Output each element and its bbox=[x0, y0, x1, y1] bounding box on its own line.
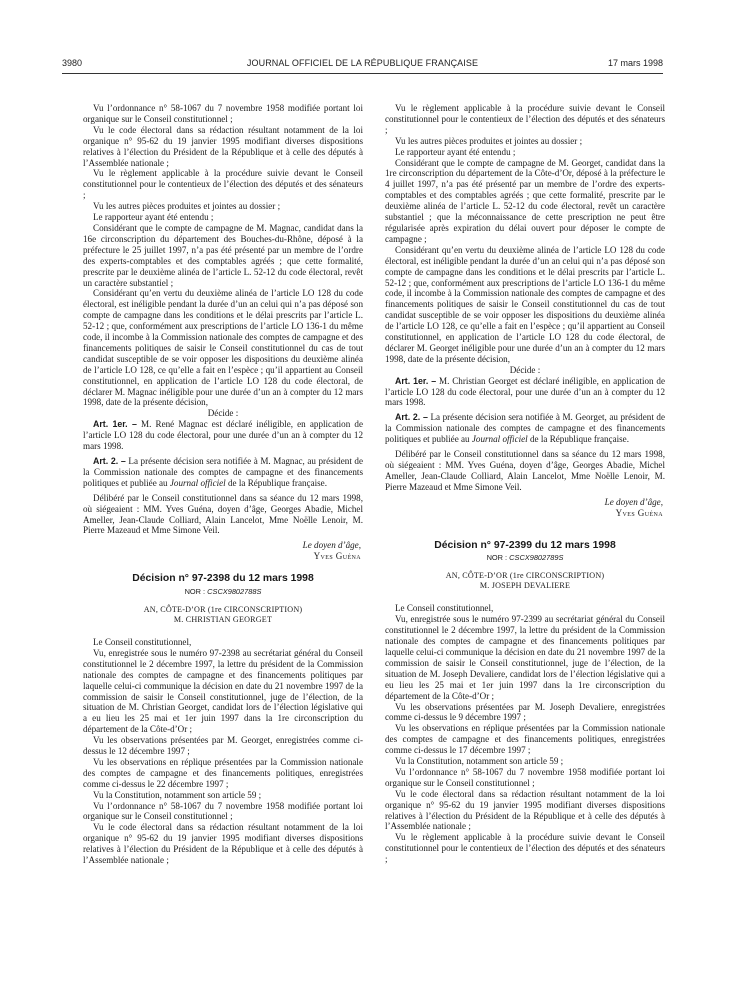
article-text: de la République française. bbox=[530, 434, 629, 445]
deliberation-paragraph: Délibéré par le Conseil constitutionnel dans sa séance du 12 mars 1998, où siégeaient : MM. Yves Guéna, doyen d’âge, Georges Abadie, Michel Ameller, Jean-Claude Colliard, Alain Lancelot, Mme Noëlle Lenoir, M. Pierre Mazeaud et Mme Simone Veil. bbox=[385, 449, 665, 492]
journal-title: JOURNAL OFFICIEL DE LA RÉPUBLIQUE FRANÇAISE bbox=[246, 58, 479, 68]
nor-reference bbox=[385, 553, 665, 564]
decision-subtitle: M. JOSEPH DEVALIERE bbox=[479, 581, 571, 591]
decision-subtitle: AN, CÔTE-D’OR (1re CIRCONSCRIPTION) bbox=[445, 571, 605, 581]
deliberation-paragraph: Délibéré par le Conseil constitutionnel dans sa séance du 12 mars 1998, où siégeaient : MM. Yves Guéna, doyen d’âge, Georges Abadie, Michel Ameller, Jean-Claude Colliard, Alain Lancelot, Mme Noëlle Lenoir, M. Pierre Mazeaud et Mme Simone Veil. bbox=[83, 492, 363, 536]
article-1 bbox=[385, 376, 665, 409]
article-label: Art. 2. – bbox=[93, 456, 126, 466]
article-label: Art. 1er. – bbox=[93, 419, 137, 430]
article-1 bbox=[83, 419, 363, 452]
paragraph: Le Conseil constitutionnel, bbox=[93, 636, 192, 647]
journal-reference: Journal officiel bbox=[471, 434, 528, 445]
paragraph: Vu le code électoral dans sa rédaction résultant notamment de la loi organique n° 95-62 du 19 janvier 1995 modifiant diverses dispositions relatives à l’élection du Président de la République et à celle des députés à l’Assemblée nationale ; bbox=[385, 788, 665, 832]
paragraph: Considérant qu’en vertu du deuxième alinéa de l’article LO 128 du code électoral, est inéligible pendant la durée d’un an celui qui n’a pas déposé son compte de campagne dans les conditions et le délai prescrits par l’article L. 52-12 ; que, conformément aux prescriptions de l’article LO 136-1 du même code, il incombe à la Commission nationale des comptes de campagne et des financements politiques de saisir le Conseil constitutionnel du cas de tout candidat susceptible de se voir opposer les dispositions du deuxième alinéa de l’article LO 128, ce qu’elle a fait en l’espèce ; qu’il appartient au Conseil constitutionnel, en application de l’article LO 128 du code électoral, de déclarer M. Georget inéligible pour une durée d’un an à compter du 12 mars 1998, date de la présente décision, bbox=[385, 244, 665, 364]
article-text: de la République française. bbox=[228, 477, 327, 488]
issue-date: 17 mars 1998 bbox=[607, 58, 663, 68]
nor-reference bbox=[83, 587, 363, 598]
paragraph: Considérant que le compte de campagne de M. Magnac, candidat dans la 16e circonscription du département des Bouches-du-Rhône, déposé à la préfecture le 25 juillet 1997, n’a pas été présenté par un membre de l’ordre des experts-comptables et des comptables agréés ; que cette formalité, prescrite par le deuxième alinéa de l’article L. 52-12 du code électoral, revêt un caractère substantiel ; bbox=[83, 222, 363, 288]
decision-title: Décision n° 97-2398 du 12 mars 1998 bbox=[132, 573, 314, 585]
decide-heading: Décide : bbox=[509, 364, 541, 375]
article-text: La présente décision sera notifiée à M. Georget, au président de la Commission nationale des comptes de campagne et des financements politiques et publiée au bbox=[385, 412, 665, 445]
paragraph: Vu la Constitution, notamment son article 59 ; bbox=[93, 789, 262, 800]
paragraph: Vu l’ordonnance n° 58-1067 du 7 novembre 1958 modifiée portant loi organique sur le Conseil constitutionnel ; bbox=[385, 766, 665, 788]
paragraph: Vu les observations en réplique présentées par la Commission nationale des comptes de campagne et des financements politiques, enregistrées comme ci-dessus le 22 décembre 1997 ; bbox=[83, 756, 363, 789]
article-label: Art. 1er. – bbox=[395, 375, 437, 386]
nor-label: NOR : bbox=[486, 553, 508, 563]
header-rule bbox=[62, 73, 663, 74]
nor-code: CSCX9802789S bbox=[509, 553, 564, 563]
paragraph: Vu le code électoral dans sa rédaction résultant notamment de la loi organique n° 95-62 du 19 janvier 1995 modifiant diverses dispositions relatives à l’élection du Président de la République et à celle des députés à l’Assemblée nationale ; bbox=[83, 822, 363, 866]
paragraph: Vu les autres pièces produites et jointes au dossier ; bbox=[93, 201, 281, 212]
article-label: Art. 2. – bbox=[395, 412, 428, 423]
decision-subtitle: AN, CÔTE-D’OR (1re CIRCONSCRIPTION) bbox=[143, 604, 303, 614]
paragraph: Vu, enregistrée sous le numéro 97-2399 au secrétariat général du Conseil constitutionnel le 2 décembre 1997, la lettre du président de la Commission nationale des comptes de campagne et des financements politiques par laquelle celui-ci communique la décision en date du 21 novembre 1997 de la commission de saisir le Conseil constitutionnel, juge de l’élection, de la situation de M. Joseph Devaliere, candidat lors de l’élection législative qui a eu lieu les 25 mai et 1er juin 1997 dans la 1re circonscription du département de la Côte-d’Or ; bbox=[385, 614, 665, 701]
signature: Yves Guéna bbox=[313, 551, 361, 562]
page-header bbox=[62, 58, 663, 72]
decision-subtitle: M. CHRISTIAN GEORGET bbox=[173, 614, 273, 624]
paragraph: Vu les observations en réplique présentées par la Commission nationale des comptes de campagne et des financements politiques, enregistrées comme ci-dessus le 17 décembre 1997 ; bbox=[385, 723, 665, 756]
nor-code: CSCX9802788S bbox=[207, 587, 262, 597]
article-text: La présente décision sera notifiée à M. Magnac, au président de la Commission nationale des comptes de campagne et des financements politiques et publiée au bbox=[83, 456, 363, 488]
paragraph: Le rapporteur ayant été entendu ; bbox=[93, 212, 214, 223]
paragraph: Vu le règlement applicable à la procédure suivie devant le Conseil constitutionnel pour le contentieux de l’élection des députés et des sénateurs ; bbox=[385, 832, 665, 865]
article-text: M. Christian Georget est déclaré inéligible, en application de l’article LO 128 du code électoral, pour une durée d’un an à compter du 12 mars 1998. bbox=[385, 375, 665, 408]
nor-label: NOR : bbox=[184, 587, 206, 597]
doyen-label: Le doyen d’âge, bbox=[302, 540, 361, 551]
article-2 bbox=[385, 412, 665, 445]
article-2 bbox=[83, 456, 363, 489]
paragraph: Considérant que le compte de campagne de M. Georget, candidat dans la 1re circonscription du département de la Côte-d’Or, déposé à la préfecture le 4 juillet 1997, n’a pas été présenté par un membre de l’ordre des experts-comptables et des comptables agréés ; que cette formalité, prescrite par le deuxième alinéa de l’article L. 52-12 du code électoral, revêt un caractère substantiel ; que la méconnaissance de cette prescription ne peut être régularisée après expiration du délai ouvert pour déposer le compte de campagne ; bbox=[385, 157, 665, 244]
paragraph: Vu le code électoral dans sa rédaction résultant notamment de la loi organique n° 95-62 du 19 janvier 1995 modifiant diverses dispositions relatives à l’élection du Président de la République et à celle des députés à l’Assemblée nationale ; bbox=[83, 124, 363, 168]
paragraph: Le rapporteur ayant été entendu ; bbox=[395, 146, 516, 157]
paragraph: Le Conseil constitutionnel, bbox=[395, 603, 494, 614]
right-column bbox=[385, 103, 665, 865]
paragraph: Vu les autres pièces produites et jointes au dossier ; bbox=[395, 135, 583, 146]
paragraph: Vu la Constitution, notamment son article 59 ; bbox=[395, 756, 564, 767]
left-column bbox=[83, 103, 363, 866]
article-text: M. René Magnac est déclaré inéligible, en application de l’article LO 128 du code électoral, pour une durée d’un an à compter du 12 mars 1998. bbox=[83, 419, 363, 452]
signature: Yves Guéna bbox=[615, 507, 663, 518]
doyen-label: Le doyen d’âge, bbox=[604, 496, 663, 507]
paragraph: Vu, enregistrée sous le numéro 97-2398 au secrétariat général du Conseil constitutionnel le 2 décembre 1997, la lettre du président de la Commission nationale des comptes de campagne et des financements politiques par laquelle celui-ci communique la décision en date du 21 novembre 1997 de la commission de saisir le Conseil constitutionnel, juge de l’élection, de la situation de M. Christian Georget, candidat lors de l’élection législative qui a eu lieu les 25 mai et 1er juin 1997 dans la 1re circonscription du département de la Côte-d’Or ; bbox=[83, 647, 363, 735]
paragraph: Vu le règlement applicable à la procédure suivie devant le Conseil constitutionnel pour le contentieux de l’élection des députés et des sénateurs ; bbox=[385, 103, 665, 135]
decide-heading: Décide : bbox=[207, 408, 239, 419]
paragraph: Vu l’ordonnance n° 58-1067 du 7 novembre 1958 modifiée portant loi organique sur le Conseil constitutionnel ; bbox=[83, 103, 363, 124]
page-number: 3980 bbox=[62, 58, 83, 68]
journal-reference: Journal officiel bbox=[169, 477, 226, 488]
decision-title: Décision n° 97-2399 du 12 mars 1998 bbox=[434, 539, 616, 551]
paragraph: Vu les observations présentées par M. Georget, enregistrées comme ci-dessus le 12 décembre 1997 ; bbox=[83, 735, 363, 757]
paragraph: Vu l’ordonnance n° 58-1067 du 7 novembre 1958 modifiée portant loi organique sur le Conseil constitutionnel ; bbox=[83, 800, 363, 822]
paragraph: Vu les observations présentées par M. Joseph Devaliere, enregistrées comme ci-dessus le 9 décembre 1997 ; bbox=[385, 701, 665, 723]
paragraph: Vu le règlement applicable à la procédure suivie devant le Conseil constitutionnel pour le contentieux de l’élection des députés et des sénateurs ; bbox=[83, 168, 363, 201]
paragraph: Considérant qu’en vertu du deuxième alinéa de l’article LO 128 du code électoral, est inéligible pendant la durée d’un an celui qui n’a pas déposé son compte de campagne dans les conditions et le délai prescrits par l’article L. 52-12 ; que, conformément aux prescriptions de l’article LO 136-1 du même code, il incombe à la Commission nationale des comptes de campagne et des financements politiques de saisir le Conseil constitutionnel du cas de tout candidat susceptible de se voir opposer les dispositions du deuxième alinéa de l’article LO 128, ce qu’elle a fait en l’espèce ; qu’il appartient au Conseil constitutionnel, en application de l’article LO 128 du code électoral, de déclarer M. Magnac inéligible pour une durée d’un an à compter du 12 mars 1998, date de la présente décision, bbox=[83, 288, 363, 408]
